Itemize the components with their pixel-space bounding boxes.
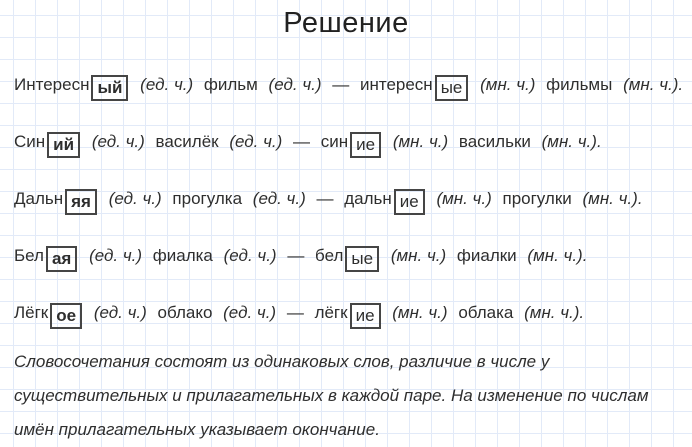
explanation-line: Словосочетания состоят из одинаковых слов, различие в числе у — [14, 352, 550, 371]
adjective-stem-singular: Син — [14, 132, 46, 151]
ending-plural: ие — [356, 135, 376, 154]
ending-singular: ый — [97, 78, 123, 97]
ending-box-plural — [350, 303, 381, 329]
number-note: (мн. ч.). — [527, 246, 588, 265]
noun-plural: васильки — [458, 132, 531, 151]
ending-box-plural — [345, 246, 379, 272]
explanation-paragraph — [14, 345, 678, 447]
word-pair-list — [14, 56, 684, 341]
ending-plural: ые — [351, 249, 374, 268]
word-pair-row — [14, 170, 678, 227]
ending-box-singular — [46, 246, 77, 272]
ending-box-singular — [91, 75, 128, 101]
pair-dash: — — [316, 189, 334, 208]
adjective-stem-singular: Интересн — [14, 75, 90, 94]
pair-dash: — — [293, 132, 311, 151]
ending-singular: ая — [51, 249, 72, 268]
noun-plural: фиалки — [456, 246, 517, 265]
ending-singular: ий — [53, 135, 75, 154]
number-note: (ед. ч.) — [89, 246, 143, 265]
ending-box-singular — [65, 189, 97, 215]
solution-page — [0, 6, 692, 447]
number-note: (мн. ч.). — [582, 189, 643, 208]
ending-plural: ие — [399, 192, 419, 211]
noun-singular: прогулка — [172, 189, 243, 208]
pair-dash: — — [286, 303, 304, 322]
number-note: (ед. ч.) — [252, 189, 306, 208]
number-note: (мн. ч.) — [436, 189, 492, 208]
adjective-stem-plural: интересн — [359, 75, 433, 94]
page-title: Решение — [283, 7, 409, 39]
number-note: (ед. ч.) — [268, 75, 322, 94]
noun-singular: василёк — [155, 132, 219, 151]
word-pair-row — [14, 284, 678, 341]
number-note: (ед. ч.) — [140, 75, 194, 94]
pair-dash: — — [332, 75, 350, 94]
number-note: (мн. ч.). — [623, 75, 684, 94]
ending-singular: ое — [56, 306, 77, 325]
number-note: (ед. ч.) — [223, 303, 277, 322]
ending-box-singular — [50, 303, 82, 329]
ending-box-plural — [435, 75, 469, 101]
ending-plural: ие — [355, 306, 375, 325]
number-note: (мн. ч.). — [524, 303, 585, 322]
explanation-line: имён прилагательных указывает окончание. — [14, 420, 380, 439]
noun-plural: прогулки — [502, 189, 572, 208]
number-note: (ед. ч.) — [223, 246, 277, 265]
noun-plural: облака — [458, 303, 514, 322]
number-note: (мн. ч.) — [480, 75, 536, 94]
noun-plural: фильмы — [546, 75, 613, 94]
noun-singular: фиалка — [152, 246, 213, 265]
noun-singular: облако — [157, 303, 213, 322]
noun-singular: фильм — [203, 75, 258, 94]
number-note: (ед. ч.) — [108, 189, 162, 208]
adjective-stem-singular: Дальн — [14, 189, 64, 208]
adjective-stem-singular: Лёгк — [14, 303, 49, 322]
number-note: (мн. ч.) — [392, 303, 448, 322]
word-pair-row — [14, 56, 684, 113]
adjective-stem-plural: лёгк — [314, 303, 348, 322]
adjective-stem-singular: Бел — [14, 246, 44, 265]
word-pair-row — [14, 227, 678, 284]
number-note: (мн. ч.). — [541, 132, 602, 151]
pair-dash: — — [287, 246, 305, 265]
adjective-stem-plural: дальн — [344, 189, 392, 208]
number-note: (ед. ч.) — [93, 303, 147, 322]
number-note: (ед. ч.) — [229, 132, 283, 151]
ending-plural: ые — [440, 78, 463, 97]
word-pair-row — [14, 113, 678, 170]
ending-box-singular — [47, 132, 80, 158]
ending-box-plural — [350, 132, 381, 158]
adjective-stem-plural: син — [320, 132, 349, 151]
number-note: (ед. ч.) — [91, 132, 145, 151]
ending-box-plural — [394, 189, 425, 215]
ending-singular: яя — [71, 192, 91, 211]
adjective-stem-plural: бел — [315, 246, 344, 265]
explanation-line: существительных и прилагательных в каждой паре. На изменение по числам — [14, 386, 649, 405]
number-note: (мн. ч.) — [390, 246, 447, 265]
number-note: (мн. ч.) — [392, 132, 449, 151]
